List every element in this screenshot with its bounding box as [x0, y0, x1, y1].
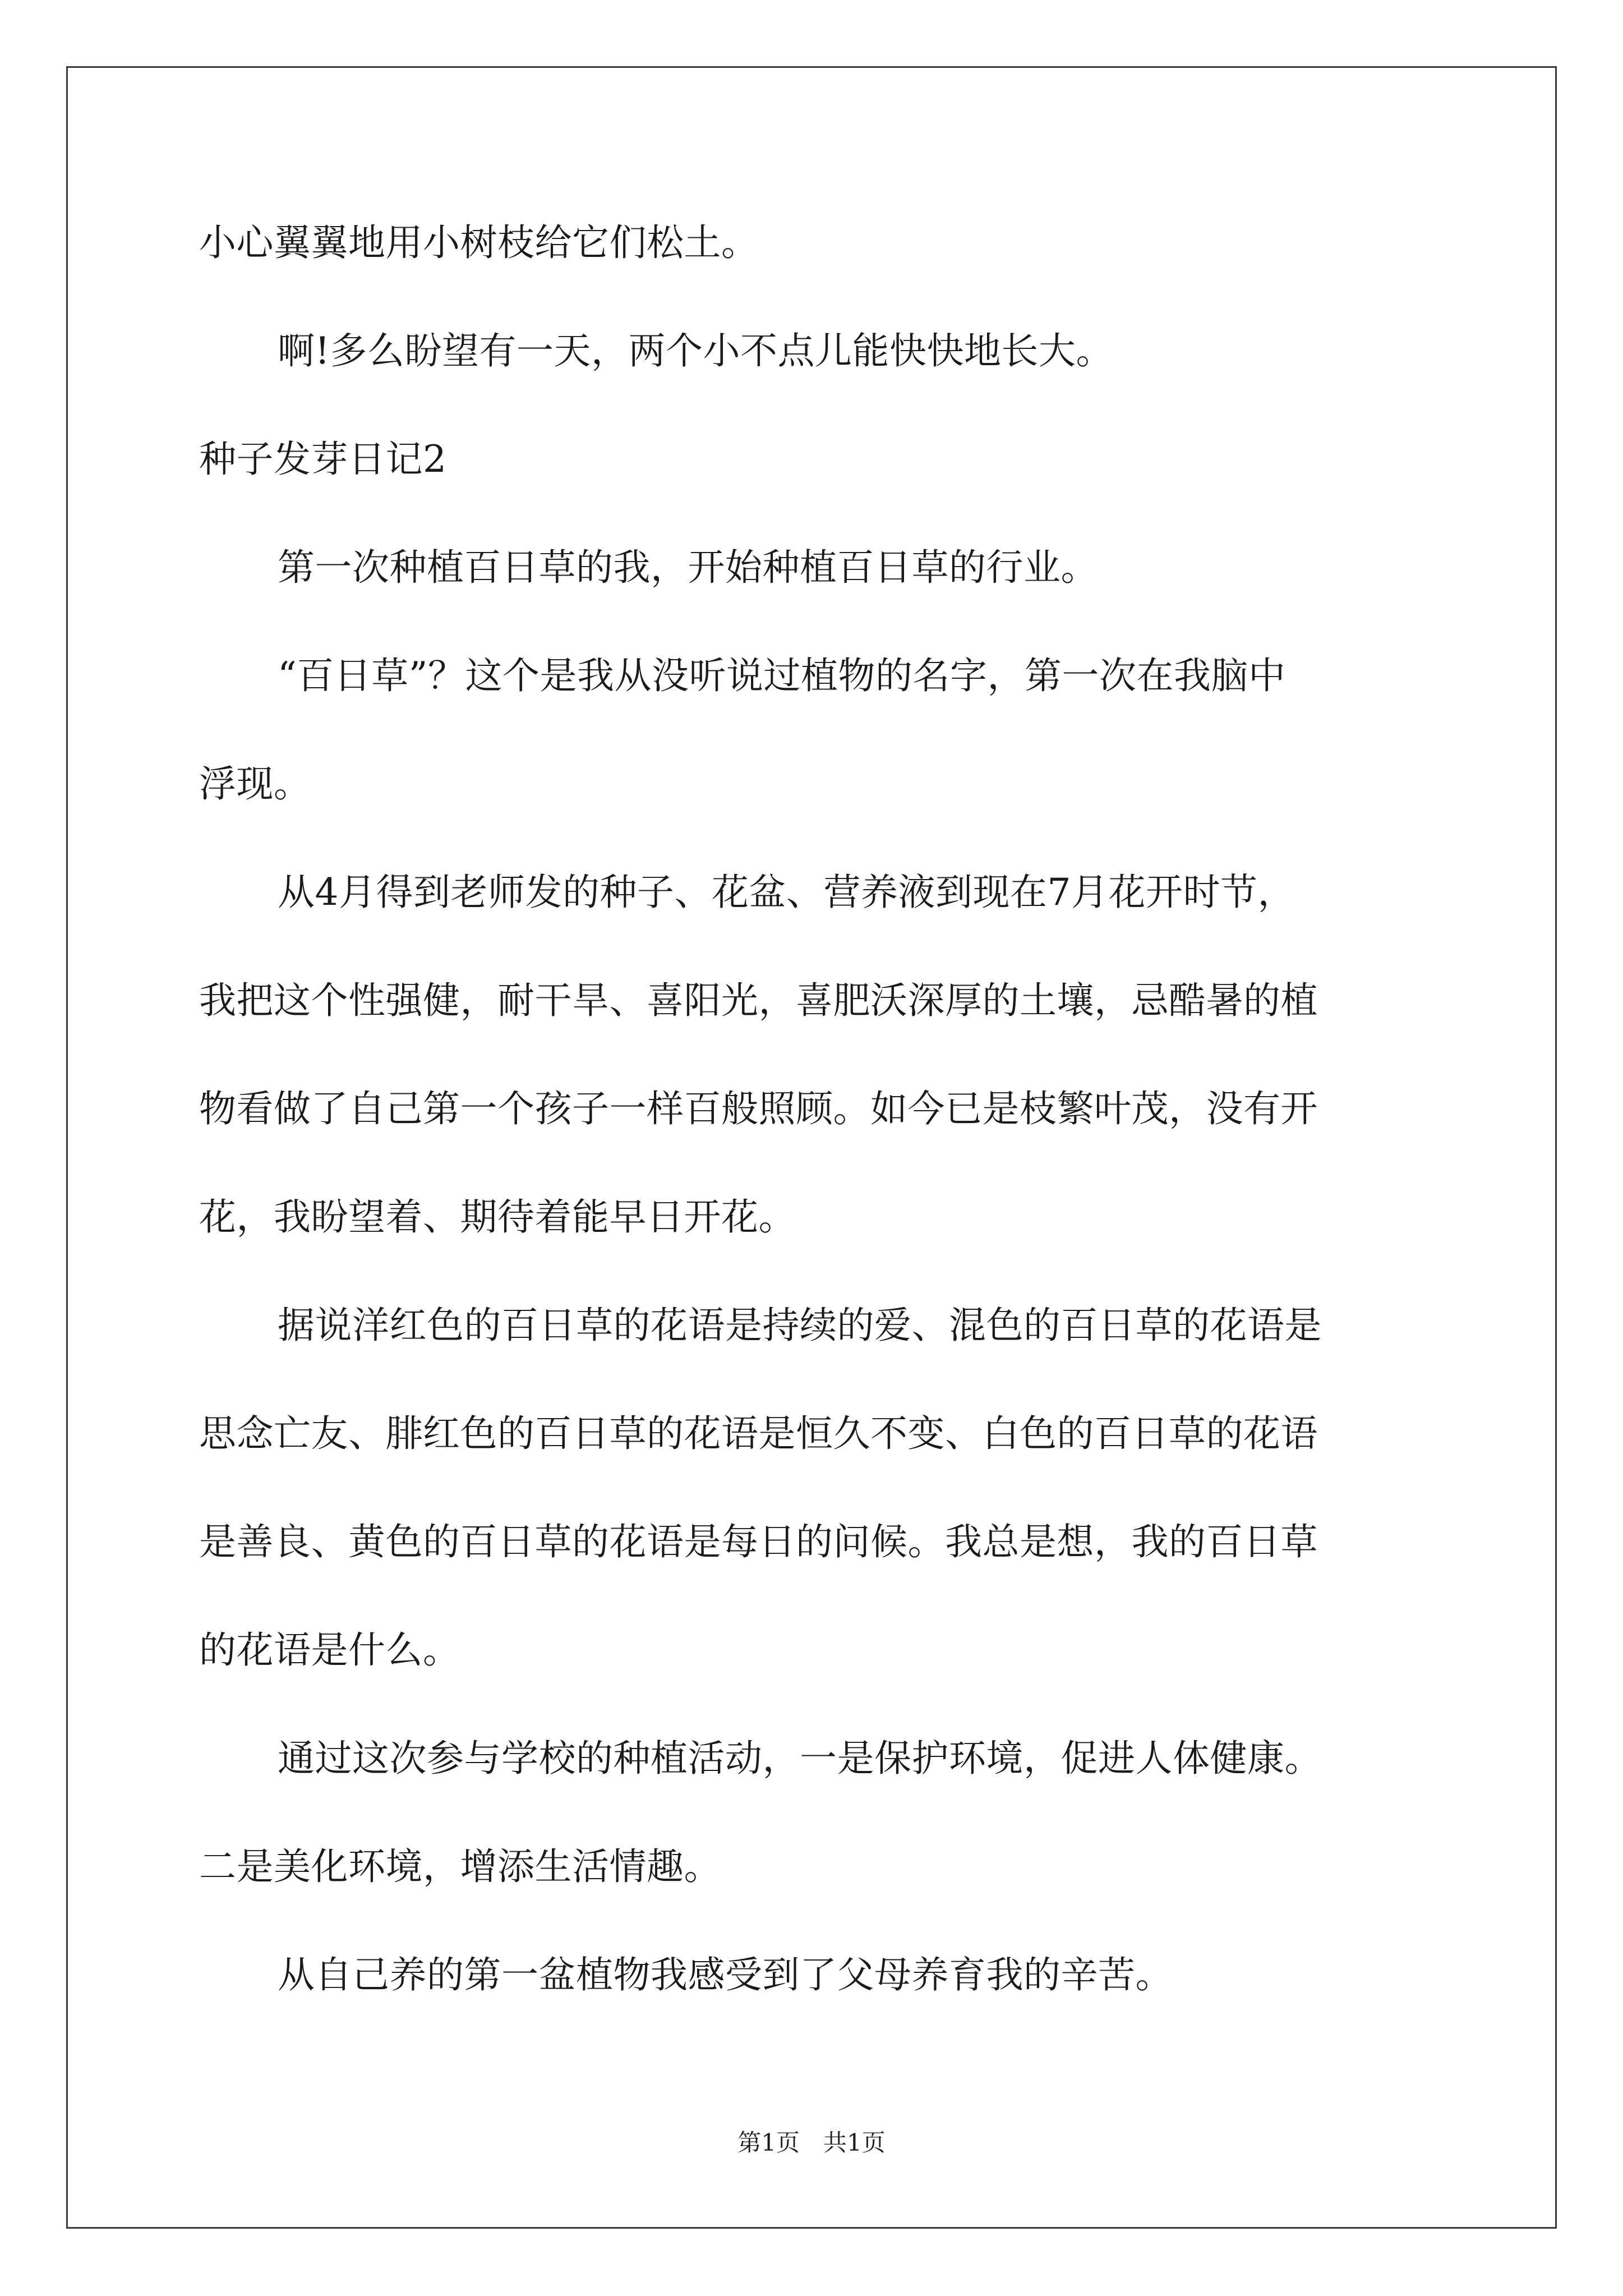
text-line: 花，我盼望着、期待着能早日开花。: [199, 1195, 796, 1239]
text-line: 的花语是什么。: [199, 1628, 460, 1672]
text-line: 我把这个性强健，耐干旱、喜阳光，喜肥沃深厚的土壤，忌酷暑的植: [199, 979, 1318, 1022]
text-line: 据说洋红色的百日草的花语是持续的爱、混色的百日草的花语是: [278, 1304, 1322, 1347]
text-line: 通过这次参与学校的种植活动，一是保护环境，促进人体健康。: [278, 1737, 1322, 1780]
page-footer: 第1页 共1页: [737, 2129, 886, 2156]
text-line: 啊!多么盼望有一天，两个小不点儿能快快地长大。: [278, 329, 1114, 372]
text-line: 是善良、黄色的百日草的花语是每日的问候。我总是想，我的百日草: [199, 1520, 1318, 1563]
text-line: 思念亡友、腓红色的百日草的花语是恒久不变、白色的百日草的花语: [199, 1412, 1318, 1455]
text-line: 二是美化环境，增添生活情趣。: [199, 1845, 721, 1888]
text-line: 从自己养的第一盆植物我感受到了父母养育我的辛苦。: [278, 1953, 1173, 1996]
text-line: 小心翼翼地用小树枝给它们松土。: [199, 221, 759, 264]
text-line: 从4月得到老师发的种子、花盆、营养液到现在7月花开时节，: [278, 871, 1295, 914]
section-heading: 种子发芽日记2: [199, 438, 447, 481]
text-line: 物看做了自己第一个孩子一样百般照顾。如今已是枝繁叶茂，没有开: [199, 1087, 1318, 1130]
text-line: 第一次种植百日草的我，开始种植百日草的行业。: [278, 546, 1098, 589]
text-line: “百日草”？这个是我从没听说过植物的名字，第一次在我脑中: [278, 654, 1286, 697]
page-border: [66, 66, 1557, 2229]
text-line: 浮现。: [199, 762, 311, 806]
